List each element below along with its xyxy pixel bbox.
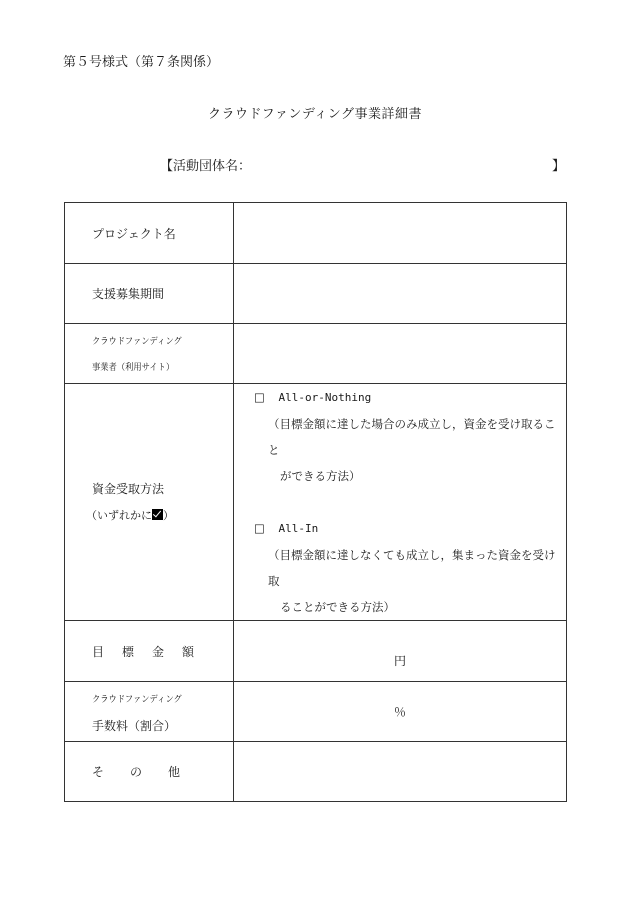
operator-label	[65, 324, 234, 384]
fee-label-line2: 手数料（割合）	[92, 718, 177, 733]
row-target-amount	[65, 621, 567, 682]
row-other	[65, 742, 567, 802]
all-in-desc-line2: ることができる方法）	[280, 600, 395, 614]
support-period-label: 支援募集期間	[65, 264, 234, 324]
support-period-value[interactable]	[234, 264, 567, 324]
all-or-nothing-checkbox[interactable]: □	[254, 390, 265, 404]
project-name-label: プロジェクト名	[65, 203, 234, 264]
row-operator	[65, 324, 567, 384]
row-receive-method	[65, 384, 567, 621]
other-value[interactable]	[234, 742, 567, 802]
all-in-name: All-In	[278, 522, 319, 535]
all-or-nothing-desc-line2: ができる方法）	[280, 469, 361, 483]
receive-method-label	[65, 384, 234, 621]
receive-method-label-line1: 資金受取方法	[92, 481, 165, 496]
all-or-nothing-desc-line1: （目標金額に達した場合のみ成立し，資金を受け取ること	[268, 417, 556, 457]
project-name-value[interactable]	[234, 203, 567, 264]
fee-label	[65, 682, 234, 742]
row-support-period	[65, 264, 567, 324]
other-label: その他	[65, 742, 234, 802]
details-table	[64, 202, 567, 802]
row-project-name	[65, 203, 567, 264]
option-all-in	[234, 515, 566, 620]
row-fee	[65, 682, 567, 742]
checked-box-icon	[152, 509, 163, 520]
receive-method-options	[234, 384, 567, 621]
organization-name-line	[160, 155, 565, 174]
organization-name-label: 【活動団体名：	[160, 159, 252, 174]
operator-value[interactable]	[234, 324, 567, 384]
operator-label-line2: 事業者（利用サイト）	[92, 362, 175, 373]
target-amount-value[interactable]	[234, 621, 567, 682]
all-or-nothing-name: All-or-Nothing	[278, 391, 372, 404]
all-in-desc-line1: （目標金額に達しなくても成立し，集まった資金を受け取	[268, 548, 556, 588]
operator-label-line1: クラウドファンディング	[92, 336, 182, 347]
fee-value[interactable]	[234, 682, 567, 742]
fee-label-line1: クラウドファンディング	[92, 694, 182, 705]
target-amount-unit: 円	[393, 653, 406, 668]
option-all-or-nothing	[234, 384, 566, 489]
fee-unit: ％	[393, 705, 406, 719]
all-in-checkbox[interactable]: □	[254, 521, 265, 535]
form-number: 第５号様式（第７条関係）	[63, 55, 220, 70]
organization-name-close-bracket: 】	[551, 159, 565, 174]
document-title: クラウドファンディング事業詳細書	[207, 107, 423, 122]
target-amount-label: 目標金額	[65, 621, 234, 682]
receive-method-label-line2: （いずれかに ）	[86, 508, 174, 522]
